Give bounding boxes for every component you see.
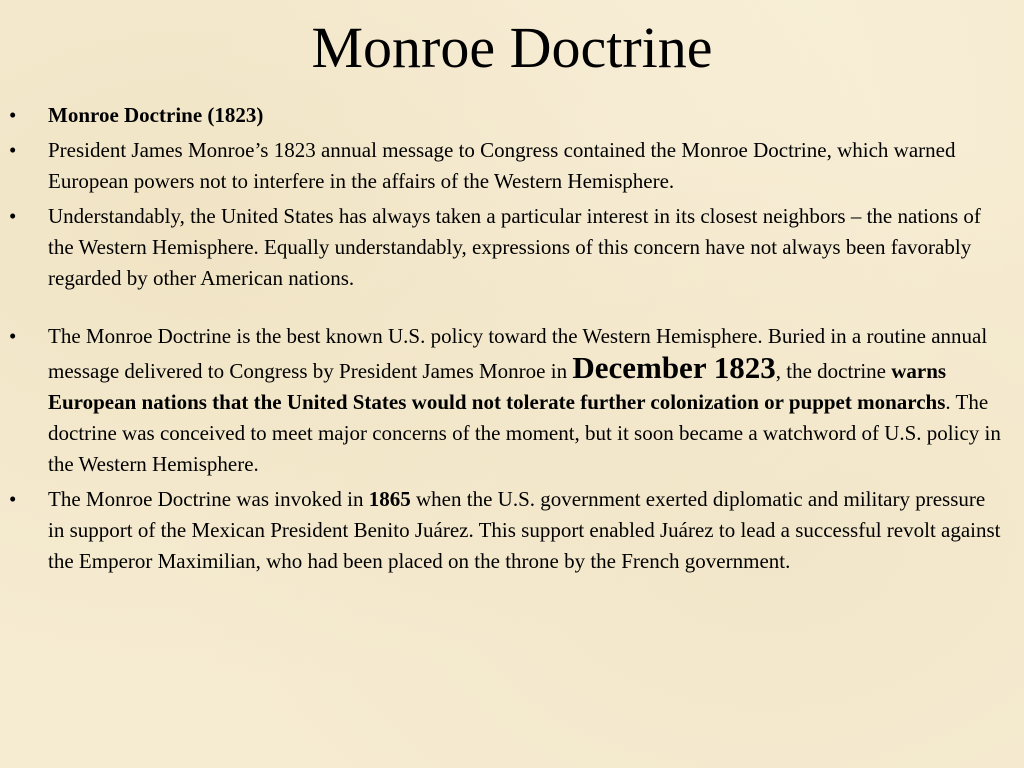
bold-emphasis: warns European nations that the United States would not tolerate further colonization or puppet monarchs — [48, 359, 947, 414]
bullet-text-part: , the doctrine — [775, 359, 892, 383]
bullet-list — [0, 100, 1024, 581]
bullet-text-part: The Monroe Doctrine is the best known U.S. policy toward the Western Hemisphere. Buried in a routine annual message delivered to Congress by President James Monroe in — [48, 324, 988, 383]
bullet-dot: • — [9, 138, 17, 162]
bullet-text: Understandably, the United States has always taken a particular interest in its closest neighbors – the nations of the Western Hemisphere. Equally understandably, expressions of this concern have not always been favorably regarded by other American nations. — [48, 204, 981, 290]
bullet-heading-text: Monroe Doctrine (1823) — [48, 103, 264, 127]
bullet-text-part: when the U.S. government exerted diplomatic and military pressure in support of the Mexican President Benito Juárez. This support enabled Juárez to lead a successful revolt against the Emperor Maximilian, who had been placed on the throne by the French government. — [48, 487, 1001, 573]
bullet-dot: • — [9, 103, 17, 127]
bullet-dot: • — [9, 324, 17, 348]
bullet-text-part: The Monroe Doctrine was invoked in — [48, 487, 369, 511]
bullet-item-doctrine — [0, 321, 1024, 480]
year-emphasis: 1865 — [368, 487, 411, 511]
bullet-item-message — [0, 135, 1024, 197]
bullet-dot: • — [9, 487, 17, 511]
bullet-item-interest — [0, 201, 1024, 294]
bullet-dot: • — [9, 204, 17, 228]
bullet-item-1865 — [0, 484, 1024, 577]
bullet-item-heading — [0, 100, 1024, 131]
date-emphasis: December 1823 — [572, 350, 776, 385]
bullet-text-part: . The doctrine was conceived to meet major concerns of the moment, but it soon became a watchword of U.S. policy in the Western Hemisphere. — [48, 390, 1001, 476]
slide-title: Monroe Doctrine — [311, 15, 713, 80]
bullet-text: President James Monroe’s 1823 annual message to Congress contained the Monroe Doctrine, which warned European powers not to interfere in the affairs of the Western Hemisphere. — [48, 138, 956, 193]
